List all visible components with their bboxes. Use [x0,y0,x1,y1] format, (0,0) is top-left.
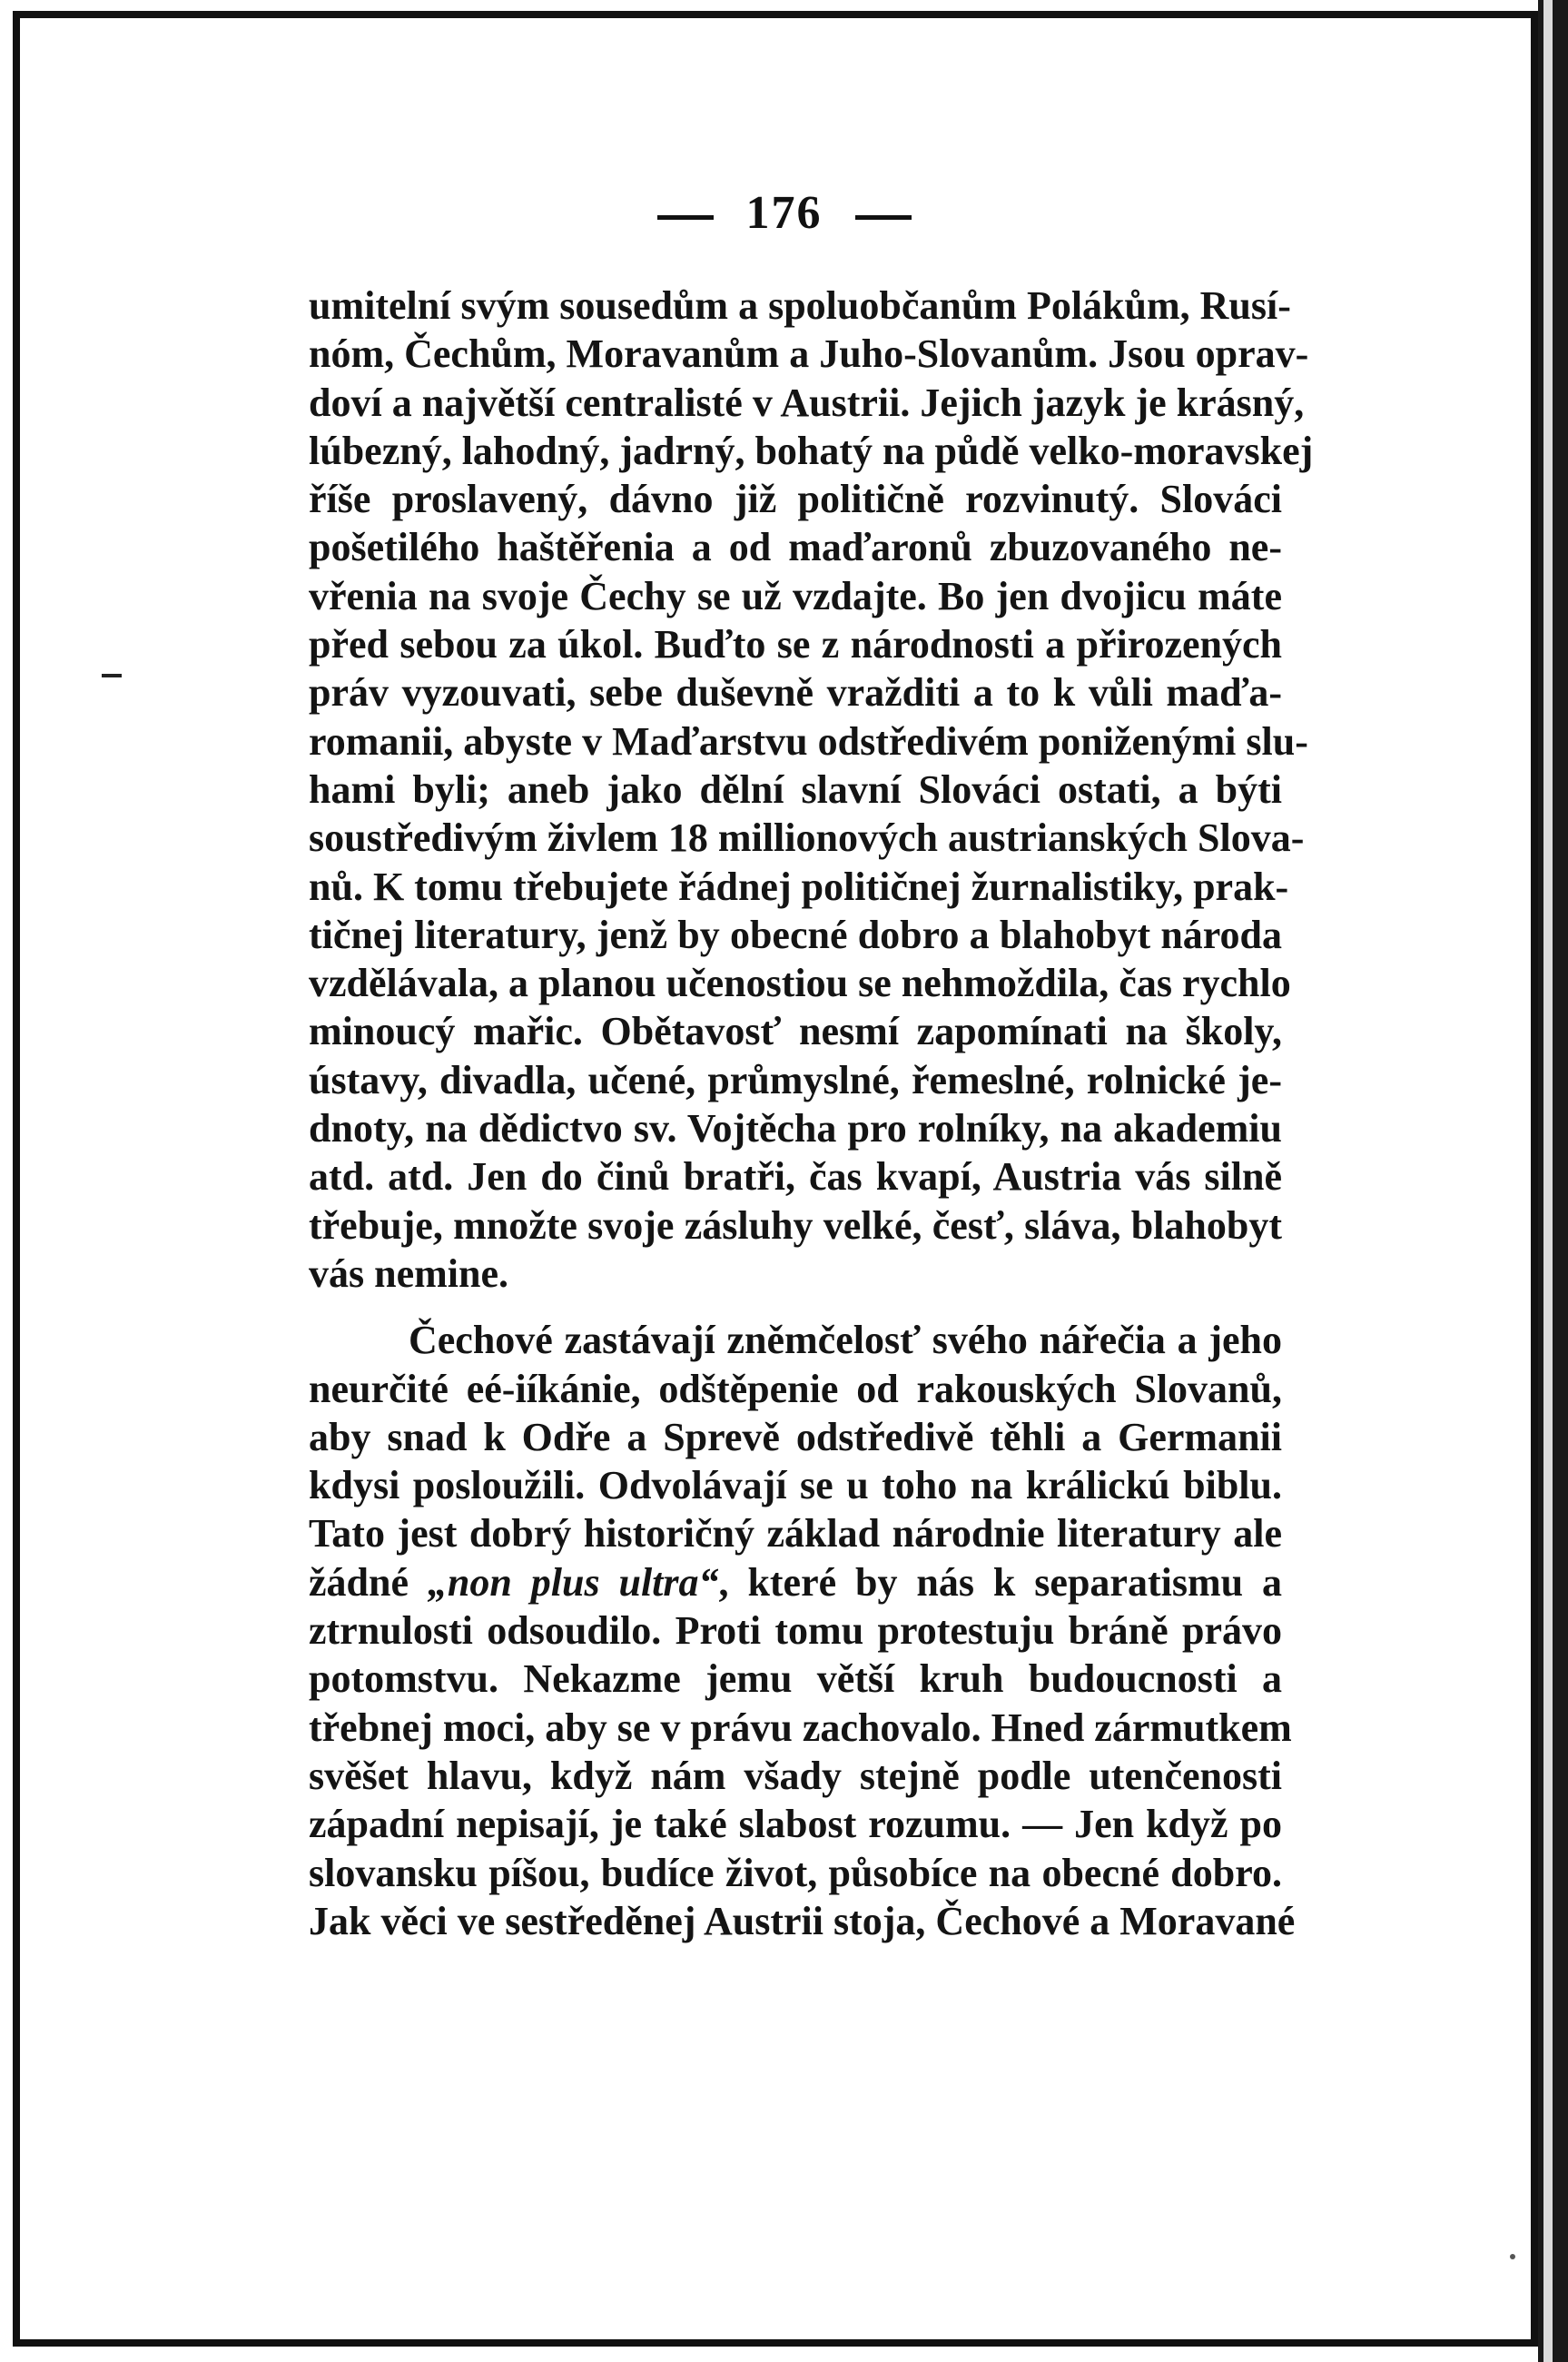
scan-edge [1538,0,1568,2362]
text-line: vzdělávala, a planou učenostiou se nehmoždila, čas rychlo [309,961,1291,1006]
text-line: kdysi posloužili. Odvolávají se u toho na králickú biblu. [309,1463,1282,1508]
text-line: ústavy, divadla, učené, průmyslné, řemeslné, rolnické je- [309,1057,1282,1102]
text-line: doví a najvětší centralisté v Austrii. Jejich jazyk je krásný, [309,380,1305,425]
header-dash-left [657,215,714,220]
italic-line-after: , které by nás k separatismu a [718,1559,1282,1605]
text-line: pošetilého haštěřenia a od maďaronů zbuzovaného ne- [309,525,1282,570]
scan-edge-inner [1543,0,1553,2362]
text-line: lúbezný, lahodný, jadrný, bohatý na půdě velko-moravskej [309,428,1314,473]
italic-line-before: žádné [309,1559,428,1605]
text-line: minoucý mařic. Obětavosť nesmí zapomínati na školy, [309,1009,1282,1054]
text-line: vás nemine. [309,1250,508,1296]
body-text [309,282,1314,1945]
text-line: před sebou za úkol. Buďto se z národnosti a přirozených [309,622,1282,667]
text-line: slovansku píšou, budíce život, působíce na obecné dobro. [309,1850,1282,1895]
page-header [0,186,1568,240]
text-line: Čechové zastávají zněmčelosť svého nářečia a jeho [409,1318,1282,1363]
text-line: potomstvu. Nekazme jemu větší kruh budoucnosti a [309,1656,1282,1702]
text-line: soustředivým živlem 18 millionových austrianských Slova- [309,815,1305,861]
page-number: 176 [745,187,823,239]
text-line-italic [309,1558,1282,1606]
text-line: vřenia na svoje Čechy se už vzdajte. Bo jen dvojicu máte [309,573,1282,618]
text-line: aby snad k Odře a Sprevě odstředivě těhli a Germanii [309,1414,1282,1459]
header-dash-right [855,215,912,220]
text-line: neurčité eé-iíkánie, odštěpenie od rakouských Slovanů, [309,1366,1282,1411]
text-line: romanii, abyste v Maďarstvu odstředivém poniženými slu- [309,718,1308,764]
text-line: Jak věci ve sestředěnej Austrii stoja, Čechové a Moravané [309,1898,1296,1943]
text-line: tičnej literatury, jenž by obecné dobro a blahobyt národa [309,912,1282,957]
text-line: ztrnulosti odsoudilo. Proti tomu protestuju bráně právo [309,1608,1282,1654]
text-line: třebnej moci, aby se v právu zachovalo. Hned zármutkem [309,1705,1292,1750]
text-line: práv vyzouvati, sebe duševně vražditi a to k vůli maďa- [309,670,1282,716]
margin-mark [102,674,122,677]
text-line: svěšet hlavu, když nám všady stejně podle utenčenosti [309,1753,1282,1798]
text-line: hami byli; aneb jako dělní slavní Slováci ostati, a býti [309,766,1282,812]
text-line: nóm, Čechům, Moravanům a Juho-Slovanům. Jsou oprav- [309,331,1309,377]
text-line: atd. atd. Jen do činů bratři, čas kvapí, Austria vás silně [309,1154,1282,1200]
text-line: nů. K tomu třebujete řádnej političnej žurnalistiky, prak- [309,864,1289,909]
text-line: umitelní svým sousedům a spoluobčanům Polákům, Rusí- [309,283,1291,328]
text-line: západní nepisají, je také slabost rozumu. — Jen když po [309,1802,1282,1847]
italic-phrase: „non plus ultra“ [427,1559,719,1605]
text-line: říše proslavený, dávno již političně rozvinutý. Slováci [309,477,1282,522]
text-line: dnoty, na dědictvo sv. Vojtěcha pro rolníky, na akademiu [309,1106,1282,1151]
text-line: třebuje, množte svoje zásluhy velké, česť, sláva, blahobyt [309,1202,1282,1248]
text-line: Tato jest dobrý historičný základ národnie literatury ale [309,1511,1282,1557]
scan-speck [1510,2254,1515,2259]
